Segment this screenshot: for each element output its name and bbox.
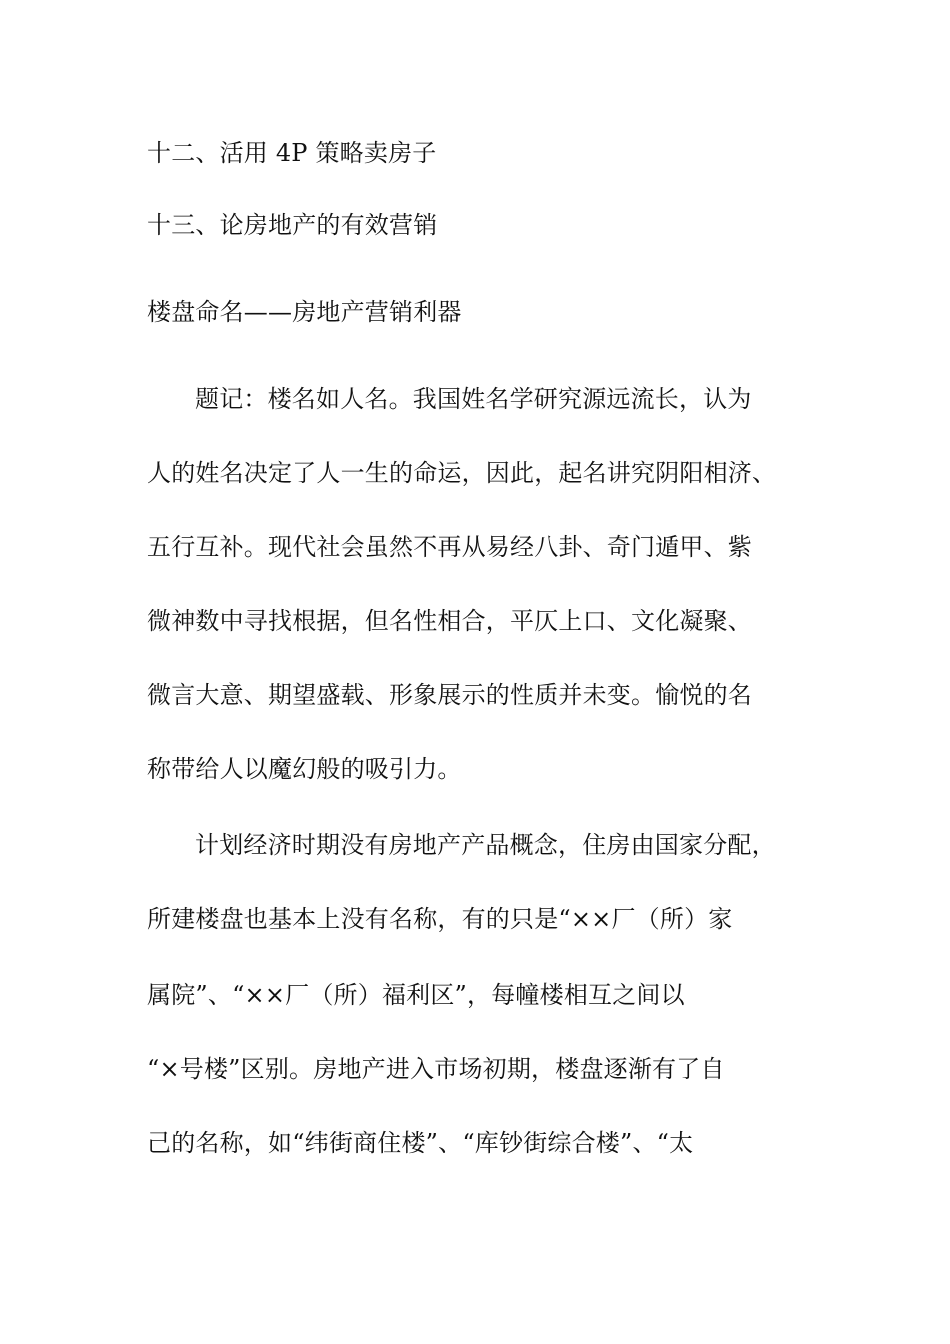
paragraph-2-line-3: 属院”、“××厂（所）福利区”，每幢楼相互之间以 bbox=[147, 981, 685, 1009]
paragraph-1-line-5: 微言大意、期望盛载、形象展示的性质并未变。愉悦的名 bbox=[147, 681, 752, 709]
toc-item-13: 十三、论房地产的有效营销 bbox=[147, 211, 438, 239]
article-title: 楼盘命名——房地产营销利器 bbox=[147, 298, 462, 326]
paragraph-2-line-5: 己的名称，如“纬街商住楼”、“库钞街综合楼”、“太 bbox=[147, 1129, 694, 1157]
paragraph-1-line-3: 五行互补。现代社会虽然不再从易经八卦、奇门遁甲、紫 bbox=[147, 533, 752, 561]
paragraph-2-line-2: 所建楼盘也基本上没有名称，有的只是“××厂（所）家 bbox=[147, 905, 733, 933]
paragraph-1-line-1: 题记：楼名如人名。我国姓名学研究源远流长，认为 bbox=[195, 385, 752, 413]
paragraph-2-line-4: “×号楼”区别。房地产进入市场初期，楼盘逐渐有了自 bbox=[147, 1055, 725, 1083]
toc-item-12: 十二、活用 4P 策略卖房子 bbox=[147, 139, 437, 167]
paragraph-1-line-2: 人的姓名决定了人一生的命运，因此，起名讲究阴阳相济、 bbox=[147, 459, 777, 487]
paragraph-2-line-1: 计划经济时期没有房地产产品概念，住房由国家分配， bbox=[195, 831, 776, 859]
paragraph-1-line-6: 称带给人以魔幻般的吸引力。 bbox=[147, 755, 462, 783]
paragraph-1-line-4: 微神数中寻找根据，但名性相合，平仄上口、文化凝聚、 bbox=[147, 607, 752, 635]
